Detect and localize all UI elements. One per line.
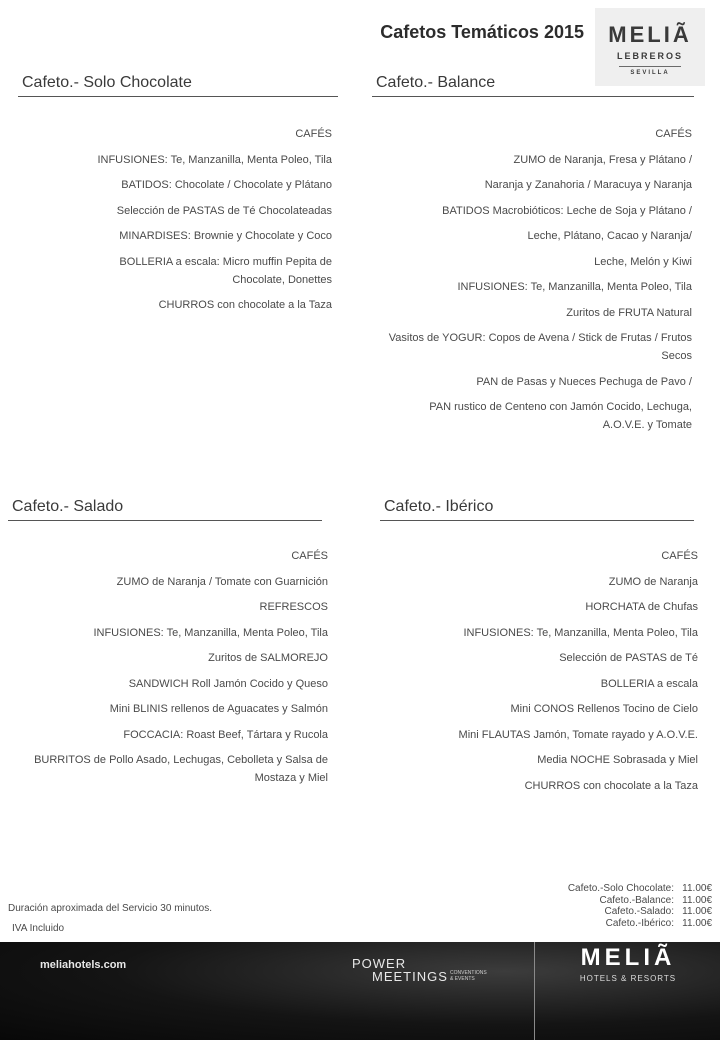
price-value: 11.00€ [682, 917, 712, 929]
price-value: 11.00€ [682, 906, 712, 917]
menu-item: MINARDISES: Brownie y Chocolate y Coco [119, 230, 332, 242]
menu-item: HORCHATA de Chufas [585, 601, 698, 613]
menu-item: INFUSIONES: Te, Manzanilla, Menta Poleo, Tila [93, 626, 328, 639]
section-title: Cafeto.- Balance [376, 74, 496, 91]
menu-item: INFUSIONES: Te, Manzanilla, Menta Poleo, Tila [463, 626, 698, 639]
menu-item: Zuritos de FRUTA Natural [566, 306, 692, 319]
menu-item: Mini CONOS Rellenos Tocino de Cielo [510, 703, 698, 715]
footer-banner [0, 942, 720, 1040]
menu-item: Naranja y Zanahoria / Maracuya y Naranja [484, 179, 692, 191]
footer-divider [534, 942, 535, 1040]
menu-list [8, 547, 328, 787]
menu-item: Media NOCHE Sobrasada y Miel [537, 754, 698, 766]
section-solo-chocolate [18, 72, 338, 322]
menu-item: FOCCACIA: Roast Beef, Tártara y Rucola [123, 728, 328, 741]
menu-item: Mini BLINIS rellenos de Aguacates y Salmón [109, 703, 328, 715]
power-meetings-line2: MEETINGS [372, 969, 448, 984]
menu-item: BATIDOS: Chocolate / Chocolate y Plátano [121, 179, 332, 191]
price-name: Cafeto.-Ibérico: [605, 917, 674, 929]
price-value: 11.00€ [682, 883, 712, 894]
menu-item: PAN rustico de Centeno con Jamón Cocido, Lechuga, A.O.V.E. y Tomate [429, 401, 692, 431]
menu-item: ZUMO de Naranja, Fresa y Plátano / [513, 153, 692, 166]
menu-list [372, 125, 694, 434]
menu-item: CAFÉS [291, 550, 328, 562]
menu-item: CHURROS con chocolate a la Taza [158, 299, 332, 311]
menu-item: ZUMO de Naranja [608, 575, 698, 588]
menu-list [18, 125, 338, 314]
price-name: Cafeto.-Salado: [604, 906, 674, 917]
menu-item: BOLLERIA a escala: Micro muffin Pepita de Chocolate, Donettes [119, 255, 332, 286]
section-title: Cafeto.- Solo Chocolate [22, 74, 192, 91]
menu-item: Zuritos de SALMOREJO [208, 652, 328, 664]
section-divider [18, 96, 338, 97]
price-row [520, 883, 712, 895]
power-meetings-subtitle: CONVENTIONS & EVENTS [450, 970, 487, 982]
price-row [520, 906, 712, 918]
menu-item: BURRITOS de Pollo Asado, Lechugas, Cebolleta y Salsa de Mostaza y Miel [34, 754, 328, 784]
menu-item: CHURROS con chocolate a la Taza [524, 779, 698, 792]
page-title: Cafetos Temáticos 2015 [380, 22, 584, 42]
menu-item: Leche, Plátano, Cacao y Naranja/ [527, 230, 692, 242]
brand-subtitle: HOTELS & RESORTS [579, 974, 677, 983]
section-divider [8, 520, 322, 521]
power-meetings-logo [352, 956, 487, 984]
menu-item: BOLLERIA a escala [600, 677, 698, 690]
menu-item: CAFÉS [295, 128, 332, 140]
menu-item: CAFÉS [655, 128, 692, 140]
menu-item: CAFÉS [661, 550, 698, 562]
power-meetings-line1: POWER [352, 956, 407, 971]
logo-location: LEBREROS [616, 51, 683, 61]
duration-note: Duración aproximada del Servicio 30 minutos. [8, 903, 212, 914]
section-iberico [380, 496, 698, 802]
logo-divider [619, 66, 681, 67]
melia-hotels-logo [578, 944, 678, 983]
menu-item: Mini FLAUTAS Jamón, Tomate rayado y A.O.V.E. [458, 728, 698, 741]
brand-name: MELIÃ [580, 944, 676, 971]
menu-item: Selección de PASTAS de Té Chocolateadas [116, 204, 332, 217]
menu-item: REFRESCOS [259, 601, 328, 613]
section-divider [380, 520, 694, 521]
section-title: Cafeto.- Ibérico [384, 498, 494, 515]
menu-item: INFUSIONES: Te, Manzanilla, Menta Poleo, Tila [457, 281, 692, 293]
section-balance [372, 72, 694, 442]
price-value: 11.00€ [682, 894, 712, 906]
section-title: Cafeto.- Salado [12, 498, 124, 515]
menu-item: SANDWICH Roll Jamón Cocido y Queso [128, 677, 328, 690]
menu-item: Vasitos de YOGUR: Copos de Avena / Stick de Frutas / Frutos Secos [388, 332, 692, 362]
website-link[interactable]: meliahotels.com [40, 959, 127, 971]
menu-item: ZUMO de Naranja / Tomate con Guarnición [116, 575, 328, 588]
menu-item: BATIDOS Macrobióticos: Leche de Soja y Plátano / [442, 204, 692, 217]
price-name: Cafeto.-Balance: [599, 894, 674, 906]
section-divider [372, 96, 694, 97]
price-list [520, 883, 712, 929]
logo-city: SEVILLA [630, 70, 670, 76]
logo-name: MELIÃ [608, 22, 692, 47]
price-row [520, 895, 712, 907]
section-salado [8, 496, 328, 795]
price-row [520, 918, 712, 930]
price-name: Cafeto.-Solo Chocolate: [567, 883, 674, 894]
menu-item: Leche, Melón y Kiwi [594, 255, 692, 268]
menu-list [380, 547, 698, 795]
iva-note: IVA Incluido [12, 923, 65, 934]
menu-item: PAN de Pasas y Nueces Pechuga de Pavo / [476, 375, 692, 388]
menu-item: Selección de PASTAS de Té [559, 652, 698, 664]
menu-item: INFUSIONES: Te, Manzanilla, Menta Poleo, Tila [97, 153, 332, 166]
